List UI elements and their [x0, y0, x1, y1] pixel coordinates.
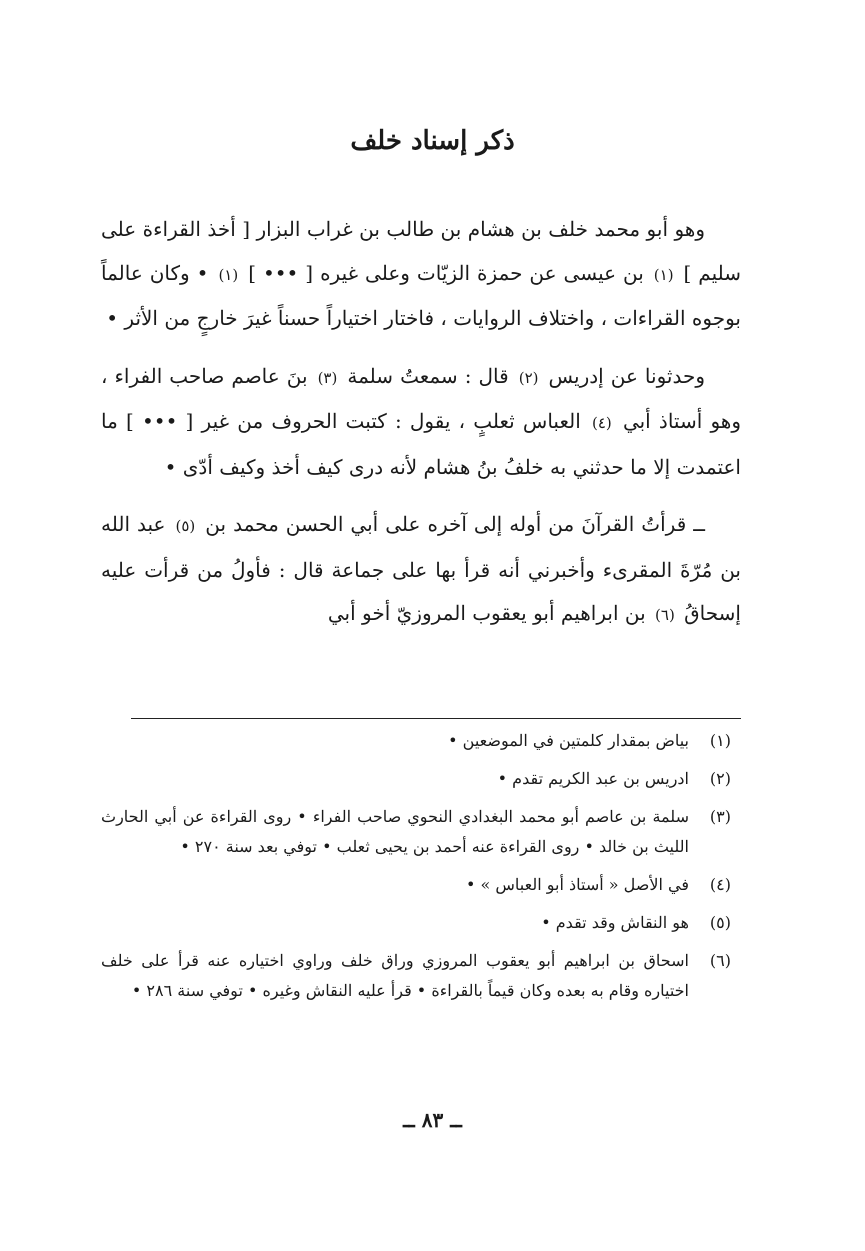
footnote-number: (٥) [709, 913, 731, 932]
footnote-ref-3: (٣) [317, 368, 338, 387]
footnote-divider [131, 718, 741, 719]
footnote-number: (٤) [709, 875, 731, 894]
footnote-ref-1b: (١) [218, 265, 239, 284]
footnote-item [101, 908, 741, 938]
footnote-item [101, 726, 741, 756]
paragraph-1 [101, 208, 741, 341]
footnote-ref-5: (٥) [175, 517, 196, 535]
paragraph-2-text-a: وحدثونا عن إدريس [548, 363, 705, 388]
footnote-number: (١) [709, 731, 731, 750]
paragraph-1-text-b: بن عيسى عن حمزة الزيّات وعلى غيره [ ••• ] [248, 260, 644, 285]
footnote-text: هو النقاش وقد تقدم • [541, 913, 689, 932]
section-heading: ذكر إسناد خلف [350, 126, 515, 156]
paragraph-3-text-a: ــ قرأتُ القرآنَ من أوله إلى آخره على أبي الحسن محمد بن [205, 512, 705, 536]
paragraph-1-text-a: وهو أبو محمد خلف بن هشام بن طالب بن غراب البزار [ أخذ القراءة على سليم ] [101, 217, 742, 285]
paragraph-2 [101, 355, 741, 490]
footnote-text: اسحاق بن ابراهيم أبو يعقوب المروزي وراق خلف وراوي اختياره عنه قرأ على خلف اختياره وقام به بعده وكان قيماً بالقراءة • قرأ عليه النقاش وغيره • توفي سنة ٢٨٦ • [101, 951, 689, 1000]
footnote-item [101, 946, 741, 1006]
page-number: ــ ٨٣ ــ [403, 1108, 462, 1132]
paragraph-3-text-b: عبد الله بن مُرّةَ المقرىء وأخبرني أنه قرأ بها على جماعة قال : فأولُ من قرأت عليه إسحاقُ [101, 512, 741, 625]
footnote-text: ادريس بن عبد الكريم تقدم • [497, 769, 689, 788]
footnotes-list [101, 726, 741, 1014]
footnote-ref-1: (١) [653, 265, 674, 284]
paragraph-2-text-d: العباس ثعلبٍ ، يقول : كتبت الحروف من غير [ ••• ] ما اعتمدت إلا ما حدثني به خلفُ بنُ هشام لأنه درى كيف أخذ وكيف أدّى • [101, 409, 741, 479]
paragraph-3-text-c: بن ابراهيم أبو يعقوب المروزيّ أخو أبي [327, 601, 646, 625]
footnote-item [101, 802, 741, 862]
paragraph-2-text-c: بنَ عاصم صاحب الفراء ، وهو أستاذ أبي [101, 363, 741, 433]
footnote-ref-4: (٤) [591, 414, 612, 432]
footnote-text: بياض بمقدار كلمتين في الموضعين • [448, 731, 689, 750]
main-text [101, 208, 741, 638]
footnote-ref-2: (٢) [518, 368, 539, 387]
footnote-item [101, 870, 741, 900]
paragraph-2-text-b: قال : سمعتُ سلمة [347, 363, 509, 388]
footnote-number: (٢) [709, 769, 731, 788]
footnote-ref-6: (٦) [655, 606, 675, 624]
footnote-number: (٦) [709, 951, 731, 970]
footnote-item [101, 764, 741, 794]
paragraph-1-text-c: • وكان عالماً بوجوه القراءات ، واختلاف الروايات ، فاختار اختياراً حسناً غيرَ خارجٍ من الأثر • [101, 260, 741, 330]
footnote-text: سلمة بن عاصم أبو محمد البغدادي النحوي صاحب الفراء • روى القراءة عن أبي الحارث الليث بن خالد • روى القراءة عنه أحمد بن يحيى ثعلب • توفي بعد سنة ٢٧٠ • [101, 807, 689, 856]
footnote-text: في الأصل « أستاذ أبو العباس » • [466, 875, 689, 894]
footnote-number: (٣) [709, 807, 731, 826]
paragraph-3 [101, 503, 741, 638]
